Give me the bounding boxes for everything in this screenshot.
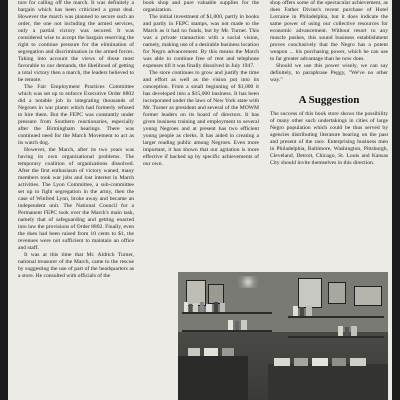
paragraph: shop offers some of the spectacular achievement, as does Father Divine's recent purchase of Hotel Lorraine in Philadelphia, but it does indicate the same power of using our collective resources for economic advancement. Without resort to any muscle pushes, this sound business establishment proves conclusively that the Negro has a potent weapon ... his purchasing power, which he can use to far greater advantage than he now does.: [270, 0, 388, 62]
photo-book: [338, 326, 343, 336]
paragraph: book shop and pure valuable supplies for the organization.: [143, 0, 259, 13]
paragraph: The Fair Employment Practices Committee which was set up to enforce Executive Order 8802 did a notable job in integrating thousands of Negroes in war plants which had formerly refused to hire them. But the FEPC was constantly under pressure from Southern reactionaries, especially after the Birmingham hearings. There was continued need for the March Movement to act as its watch dog.: [18, 84, 134, 146]
photo-poster: [208, 284, 224, 304]
paragraph: ture for calling off the march. It was definitely a bargain which has been criticized a great deal. However the march was planned to secure such an order, the one not including the armed services, only a partial victory was secured. It was considered wise to accept the bargain reserving the right to continue pressure for the elimination of segregation and discrimination in the armed forces. Taking into account the views of those most favorable to our demands, the likelihood of getting a total victory then a march, the leaders believed to be remote.: [18, 0, 134, 83]
photo-book: [193, 303, 198, 312]
photo-book: [200, 302, 204, 312]
photo-book: [241, 320, 247, 330]
photo-shelf: [288, 316, 384, 318]
bookstore-photo: [178, 272, 388, 400]
photo-display-table: [268, 364, 388, 400]
section-heading: A Suggestion: [298, 94, 360, 106]
photo-counter: [178, 356, 248, 400]
photo-book: [220, 303, 225, 312]
photo-book: [274, 358, 290, 366]
text-column-left: [18, 0, 134, 280]
photo-shelf: [288, 336, 384, 338]
photo-book: [332, 358, 346, 366]
photo-book: [350, 358, 366, 366]
magazine-page: [8, 0, 392, 400]
photo-book: [312, 358, 328, 366]
photo-book: [300, 307, 304, 316]
photo-poster: [298, 278, 322, 308]
photo-book: [294, 358, 308, 366]
photo-book: [228, 320, 233, 330]
paragraph: It was at this time that Mr. Aldrich Turner, national treasurer of the March, came to the rescue by suggesting the use of part of the headquarters as a store. He consulted with officials of the: [18, 252, 134, 279]
photo-shelf: [182, 330, 272, 332]
photo-book: [204, 348, 218, 356]
photo-book: [345, 327, 349, 336]
photo-book: [293, 306, 298, 316]
paragraph: Should we use this power wisely, we can say definitely, to paraphrase Peggy, "We've no other way.": [270, 63, 388, 83]
photo-book: [189, 304, 192, 312]
paragraph: The success of this book store shows the possibility of many other such undertakings in cities of large Negro population which could be thus served by agencies distributing literature bearing on the past and present of the race. Enterprising business men in Philadelphia, Baltimore, Washington, Pittsburgh, Cleveland, Detroit, Chicago, St. Louis and Kansas City should invite themselves in this direction.: [270, 111, 388, 166]
photo-book: [206, 304, 212, 312]
photo-book: [351, 326, 357, 336]
paragraph: The store continues to grow and justify the time and effort as well as the vision put into its conception. From a small beginning of $1,000 it has developed into a $15,000 business. It has been incorporated under the laws of New York state with Mr. Turner as president and several of the MOWM former leaders on its board of directors. It has given business training and employment to several young Negroes and at present has two efficient young people as clerks. It has aided in creating a larger reading public among Negroes. Even more important, it has shown that our agitation is more effective if backed up by specific achievements of our own.: [143, 70, 259, 167]
photo-book: [188, 348, 200, 356]
text-column-middle: [143, 0, 259, 168]
photo-poster: [354, 286, 382, 306]
photo-poster: [328, 282, 346, 304]
paragraph: However, the March, after its two years was having its own organizational problems. The temporary coalition of organizations dissolved. After the first enthusiasm of victory waned, many members took war jobs and lost interest in March activities. The Lyon Committee, a sub-committee set up to fight segregation in the army, then the case of Winfred Lynn, broke away and became an independent unit. The National Council for a Permanent FEPC took over the March's main task, namely that of safeguarding and getting enacted into law the provisions of Order 8802. Finally, even the dues had been raised from 10 cents to $1, the revenues were not sufficient to maintain an office and staff.: [18, 147, 134, 251]
photo-book: [222, 348, 234, 356]
photo-book: [184, 302, 188, 312]
photo-book: [235, 321, 239, 330]
text-column-right: [270, 0, 388, 167]
paragraph: The initial investment of $1,000, partly in books and partly in FEPC stamps, was not made to the March as it had no funds, but by Mr. Turner. This was a private transaction with a social vision, namely, making use of a desirable business location for Negro advancement. By this means the March was able to continue free of rent and telephone expenses till it was finally dissolved in July 1947.: [143, 14, 259, 69]
photo-shelf: [182, 312, 272, 314]
photo-book: [214, 302, 218, 312]
photo-book: [306, 306, 312, 316]
photo-lamp: [238, 276, 258, 288]
